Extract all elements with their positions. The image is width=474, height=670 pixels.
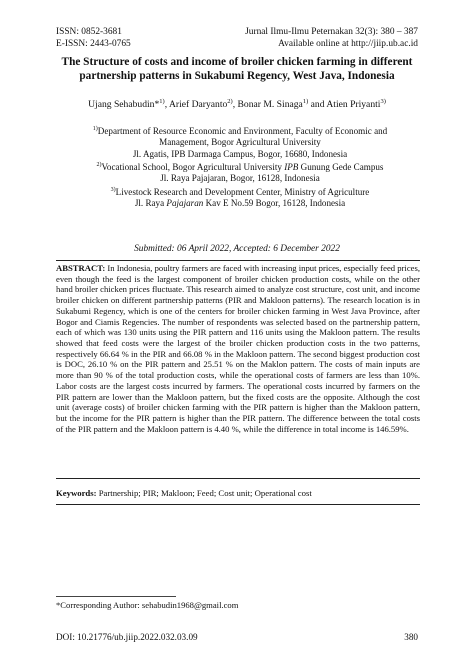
keywords-bottom-rule [56,504,420,505]
affil-2-line-1c: Gunung Gede Campus [298,161,384,172]
issn: ISSN: 0852-3681 [56,27,122,37]
abstract-text: In Indonesia, poultry farmers are faced with increasing input prices, especially feed prices, even though the feed is the largest component of broiler chicken production costs, while on the other hand broiler chicken prices fluctuate. This research aimed to analyze cost structure, cost unit, and income broiler chicken on different partnership patterns (PIR and Makloon patterns). The research location is in Sukabumi Regency, which is one of the centers for broiler chicken farming in West Java Province, after Bogor and Ciamis Regencies. The number of respondents was selected based on the partnership pattern, each of which was 130 units using the PIR pattern and 116 units using the Makloon pattern. The results showed that feed costs were the largest of the broiler chicken production costs in the two patterns, respectively 66.64 % in the PIR and 66.08 % in the Makloon pattern. The second biggest production cost is DOC, 26.10 % on the PIR pattern and 25.51 % on the Maklon pattern. The costs of main inputs are more than 90 % of the total production costs, while the operational costs of farmers are less than 10%. Labor costs are the largest costs incurred by farmers. The operational costs incurred by farmers on the PIR pattern are lower than the Makloon pattern, but the fixed costs are the opposite. Although the cost unit (average costs) of broiler chicken farming with the PIR pattern is higher than the Makloon pattern, but the income for the PIR pattern is higher than the PIR pattern. The difference between the total costs of the PIR pattern and the Makloon pattern is 4.40 %, while the difference in total income is 146.59%. [56,263,420,434]
author-4: and Atien Priyanti [308,99,381,111]
abstract [56,263,420,435]
affil-2-marker: 2) [96,161,102,168]
page-number: 380 [404,632,418,642]
affil-3-line-2a: Jl. Raya [134,197,167,208]
abstract-label: ABSTRACT: [56,263,106,273]
affil-3-marker: 3) [110,186,116,193]
abstract-bottom-rule [56,478,420,479]
author-3-affil: 1) [302,98,309,105]
paper-title [40,56,434,83]
author-3: , Bonar M. Sinaga [232,99,303,111]
author-2-affil: 2) [227,98,233,105]
affil-3-line-1: Livestock Research and Development Center, Ministry of Agriculture [115,186,370,197]
eissn: E-ISSN: 2443-0765 [56,39,131,49]
footnote-rule [56,596,176,597]
affil-2-line-2: Jl. Raya Pajajaran, Bogor, 16128, Indonesia [160,173,320,184]
author-1: Ujang Sehabudin* [88,99,160,111]
affil-1-line-2: Management, Bogor Agricultural University [159,137,321,148]
doi: DOI: 10.21776/ub.jiip.2022.032.03.09 [56,632,198,642]
keywords-label: Keywords: [56,488,97,498]
author-1-affil: 1) [159,98,165,105]
journal-citation: Jurnal Ilmu-Ilmu Peternakan 32(3): 380 – 387 [245,27,418,37]
affil-1-line-3: Jl. Agatis, IPB Darmaga Campus, Bogor, 16680, Indonesia [132,148,348,159]
keywords [56,488,420,499]
submission-dates: Submitted: 06 April 2022, Accepted: 6 December 2022 [134,244,340,254]
affil-2-line-1a: Vocational School, Bogor Agricultural University [101,161,285,172]
affil-3-line-2c: Kav E No.59 Bogor, 16128, Indonesia [203,197,346,208]
corresponding-author: *Corresponding Author: sehabudin1968@gmail.com [56,600,239,610]
journal-url: Available online at http://jiip.ub.ac.id [278,39,418,49]
title-line-2: partnership patterns in Sukabumi Regency, West Java, Indonesia [79,69,395,82]
abstract-top-rule [56,260,420,261]
affil-1-marker: 1) [92,126,98,132]
author-2: , Arief Daryanto [164,99,228,111]
author-4-affil: 3) [380,98,386,105]
affil-3-line-2b: Pajajaran [166,197,204,208]
affil-1-line-1: Department of Resource Economic and Environment, Faculty of Economic and [97,126,388,137]
author-list [40,96,434,111]
affiliations [60,124,420,209]
keywords-text: Partnership; PIR; Makloon; Feed; Cost unit; Operational cost [96,488,312,498]
title-line-1: The Structure of costs and income of broiler chicken farming in different [61,56,413,68]
affil-2-line-1b: IPB [284,161,299,172]
